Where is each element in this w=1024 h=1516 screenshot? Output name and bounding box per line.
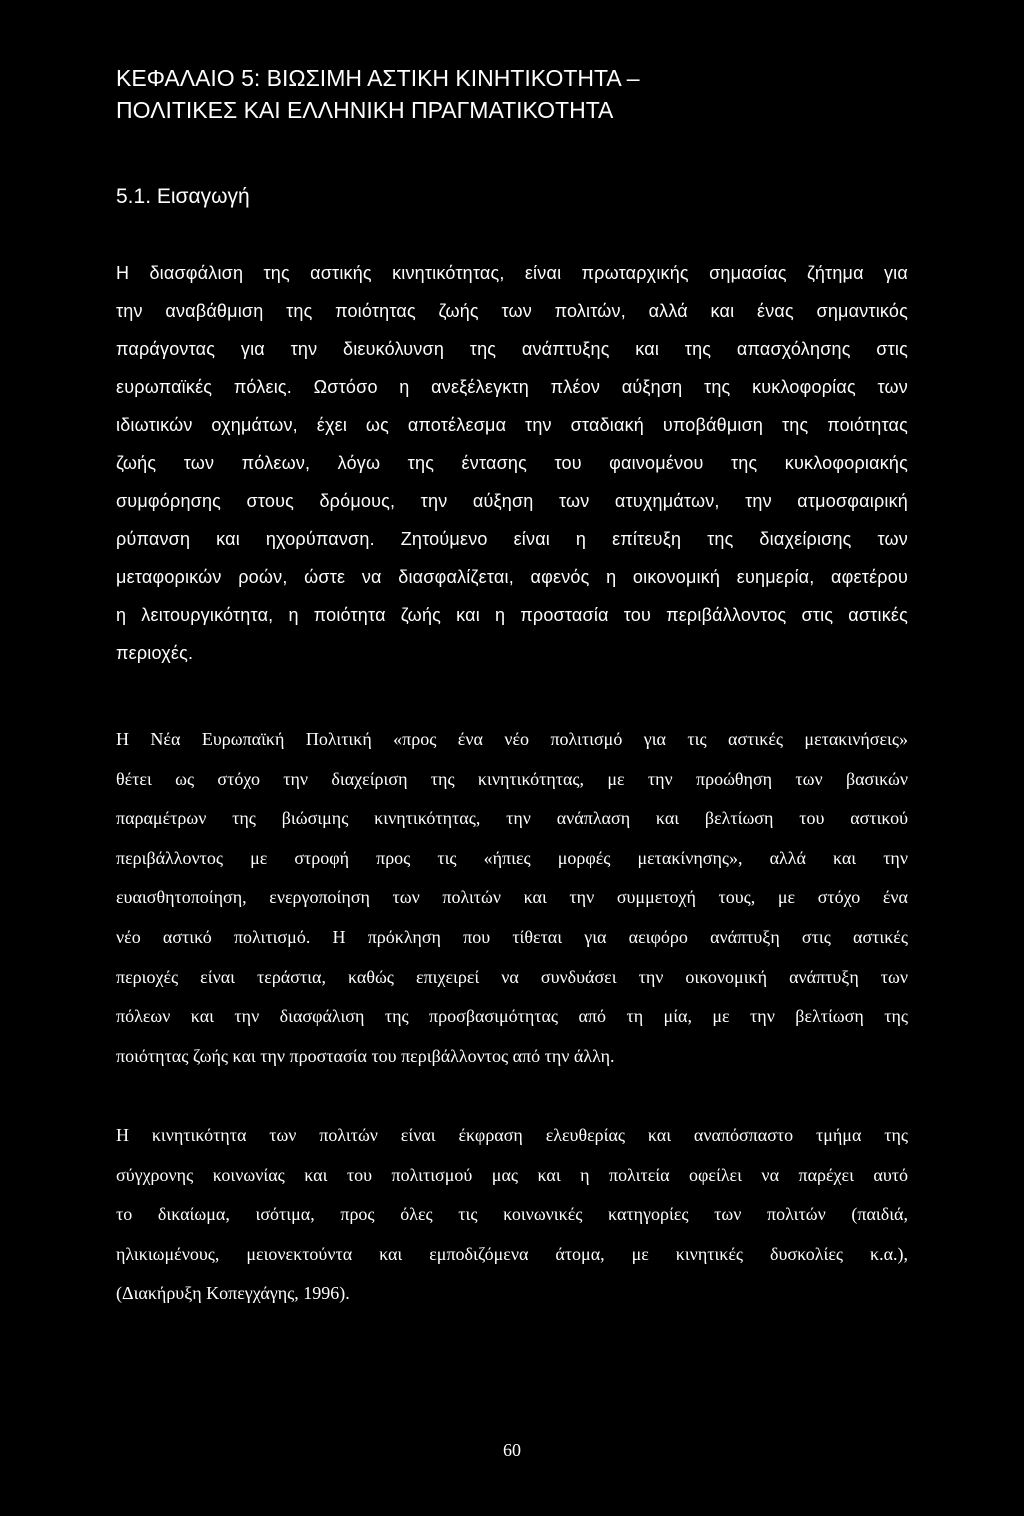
- text-line: ρύπανση και ηχορύπανση. Ζητούμενο είναι η επίτευξη της διαχείρισης των: [116, 529, 908, 549]
- text-line: ιδιωτικών οχημάτων, έχει ως αποτέλεσμα την σταδιακή υποβάθμιση της ποιότητας: [116, 415, 908, 435]
- text-line: την αναβάθμιση της ποιότητας ζωής των πολιτών, αλλά και ένας σημαντικός: [116, 301, 908, 321]
- paragraph-2: [116, 720, 908, 1076]
- paragraph-1: [116, 254, 908, 672]
- text-line: θέτει ως στόχο την διαχείριση της κινητικότητας, με την προώθηση των βασικών: [116, 768, 908, 789]
- text-line: ευρωπαϊκές πόλεις. Ωστόσο η ανεξέλεγκτη πλέον αύξηση της κυκλοφορίας των: [116, 377, 908, 397]
- text-line: η λειτουργικότητα, η ποιότητα ζωής και η προστασία του περιβάλλοντος στις αστικές: [116, 605, 908, 625]
- page-number: 60: [503, 1440, 521, 1460]
- text-line: συμφόρησης στους δρόμους, την αύξηση των ατυχημάτων, την ατμοσφαιρική: [116, 491, 908, 511]
- chapter-title-line-2: ΠΟΛΙΤΙΚΕΣ ΚΑΙ ΕΛΛΗΝΙΚΗ ΠΡΑΓΜΑΤΙΚΟΤΗΤΑ: [116, 97, 614, 123]
- text-line: παραμέτρων της βιώσιμης κινητικότητας, την ανάπλαση και βελτίωση του αστικού: [116, 808, 908, 829]
- chapter-title-line-1: ΚΕΦΑΛΑΙΟ 5: ΒΙΩΣΙΜΗ ΑΣΤΙΚΗ ΚΙΝΗΤΙΚΟΤΗΤΑ –: [116, 65, 640, 91]
- text-line: σύγχρονης κοινωνίας και του πολιτισμού μας και η πολιτεία οφείλει να παρέχει αυτό: [116, 1164, 908, 1185]
- text-line: περιοχές.: [116, 643, 194, 663]
- text-line: μεταφορικών ροών, ώστε να διασφαλίζεται, αφενός η οικονομική ευημερία, αφετέρου: [116, 567, 908, 587]
- chapter-title: [116, 62, 916, 126]
- text-line: το δικαίωμα, ισότιμα, προς όλες τις κοινωνικές κατηγορίες των πολιτών (παιδιά,: [116, 1204, 908, 1225]
- text-line: νέο αστικό πολιτισμό. Η πρόκληση που τίθεται για αειφόρο ανάπτυξη στις αστικές: [116, 926, 908, 947]
- text-line: περιοχές είναι τεράστια, καθώς επιχειρεί να συνδυάσει την οικονομική ανάπτυξη των: [116, 966, 908, 987]
- text-line: ζωής των πόλεων, λόγω της έντασης του φαινομένου της κυκλοφοριακής: [116, 453, 908, 473]
- text-line: περιβάλλοντος με στροφή προς τις «ήπιες μορφές μετακίνησης», αλλά και την: [116, 847, 908, 868]
- text-line: ευαισθητοποίηση, ενεργοποίηση των πολιτών και την συμμετοχή τους, με στόχο ένα: [116, 887, 908, 908]
- text-line: ηλικιωμένους, μειονεκτούντα και εμποδιζόμενα άτομα, με κινητικές δυσκολίες κ.α.),: [116, 1243, 908, 1264]
- section-heading: 5.1. Εισαγωγή: [116, 185, 250, 208]
- text-line: Η Νέα Ευρωπαϊκή Πολιτική «προς ένα νέο πολιτισμό για τις αστικές μετακινήσεις»: [116, 729, 908, 749]
- text-line: ποιότητας ζωής και την προστασία του περιβάλλοντος από την άλλη.: [116, 1045, 615, 1066]
- text-line: Η κινητικότητα των πολιτών είναι έκφραση ελευθερίας και αναπόσπαστο τμήμα της: [116, 1125, 908, 1145]
- text-line: παράγοντας για την διευκόλυνση της ανάπτυξης και της απασχόλησης στις: [116, 339, 908, 359]
- text-line: (Διακήρυξη Κοπεγχάγης, 1996).: [116, 1283, 350, 1304]
- paragraph-3: [116, 1116, 908, 1314]
- text-line: Η διασφάλιση της αστικής κινητικότητας, είναι πρωταρχικής σημασίας ζήτημα για: [116, 263, 908, 283]
- text-line: πόλεων και την διασφάλιση της προσβασιμότητας από τη μία, με την βελτίωση της: [116, 1006, 908, 1027]
